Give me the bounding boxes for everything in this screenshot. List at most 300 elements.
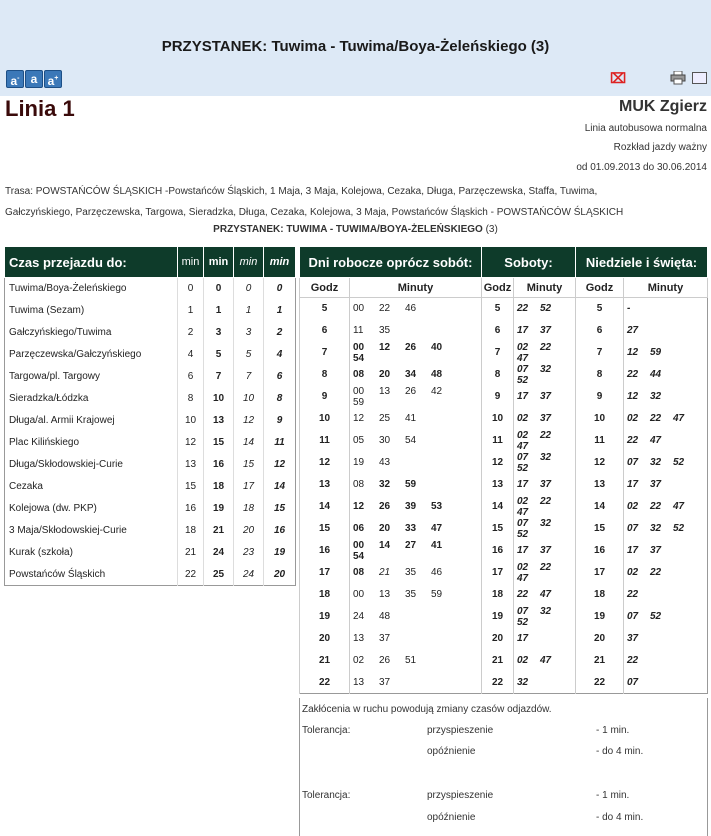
travel-time-cell: 7 [204, 366, 234, 388]
departure-minute: 47 [517, 440, 529, 452]
weekday-minutes [350, 320, 482, 342]
saturday-hour: 9 [482, 386, 514, 408]
weekday-minutes [350, 342, 482, 364]
sunday-minutes [624, 518, 708, 540]
print-icon[interactable] [670, 71, 686, 85]
sunday-hour: 7 [576, 342, 624, 364]
travel-time-cell: 2 [264, 322, 296, 344]
departure-minute: 44 [650, 369, 662, 380]
departure-minute: 12 [627, 347, 639, 358]
schedule-row [300, 452, 708, 474]
departure-minute: 00 [353, 303, 365, 315]
font-size-small-button[interactable]: a- [6, 70, 24, 88]
operator-name: MUK Zgierz [619, 98, 707, 115]
travel-stop-name: Kurak (szkoła) [9, 547, 73, 558]
departure-minute: 17 [517, 325, 529, 336]
saturday-hour: 12 [482, 452, 514, 474]
departure-minute: 59 [405, 479, 417, 490]
departure-minute: 22 [517, 589, 529, 600]
travel-stop-name: Długa/al. Armii Krajowej [9, 415, 115, 426]
departure-minute: 22 [540, 341, 552, 353]
departure-minute: 41 [405, 413, 417, 424]
weekday-minutes-header: Minuty [350, 278, 482, 298]
travel-time-cell: 13 [204, 410, 234, 432]
departure-minute: 22 [517, 303, 529, 315]
travel-time-cell: 5 [204, 344, 234, 366]
departure-minute: 17 [517, 545, 529, 556]
travel-time-cell: 3 [204, 322, 234, 344]
departure-minute: 13 [379, 589, 391, 600]
travel-time-cell: 10 [178, 410, 204, 432]
sunday-minutes-header: Minuty [624, 278, 708, 298]
disruption-note: Zakłócenia w ruchu powodują zmiany czasów odjazdów. [302, 704, 552, 715]
travel-header-col2: min [204, 247, 234, 278]
departure-minute: 35 [405, 567, 417, 578]
travel-time-cell: 1 [204, 300, 234, 322]
travel-stop-name: Targowa/pl. Targowy [9, 371, 100, 382]
weekday-hour: 19 [300, 606, 350, 628]
schedule-row [300, 518, 708, 540]
travel-time-cell: 12 [234, 410, 264, 432]
email-icon[interactable] [692, 72, 707, 84]
weekday-minutes [350, 474, 482, 496]
departure-minute: 07 [517, 605, 529, 617]
sunday-hour: 6 [576, 320, 624, 342]
travel-time-cell: 2 [178, 322, 204, 344]
departure-minute: 26 [379, 501, 391, 512]
font-size-small-label: a [10, 74, 18, 88]
departure-minute: 22 [540, 495, 552, 507]
line-title: Linia 1 [5, 96, 75, 121]
sunday-minutes [624, 320, 708, 342]
travel-row [5, 498, 296, 520]
departure-minute: 47 [650, 435, 662, 446]
departure-minute: 41 [431, 539, 443, 551]
travel-time-cell: 18 [204, 476, 234, 498]
departure-minute: 35 [379, 325, 391, 336]
departure-minute: 27 [405, 539, 417, 551]
departure-minute: 32 [540, 451, 552, 463]
saturday-minutes [514, 650, 576, 672]
font-size-normal-button[interactable] [25, 70, 43, 88]
departure-minute: 12 [379, 341, 391, 353]
travel-time-cell: 4 [178, 344, 204, 366]
departure-minute: 22 [540, 429, 552, 441]
weekday-hour: 12 [300, 452, 350, 474]
departure-minute: 00 [353, 589, 365, 600]
saturday-minutes [514, 540, 576, 562]
departure-minute: 07 [627, 611, 639, 622]
departure-minute: 47 [540, 655, 552, 666]
weekday-hour: 21 [300, 650, 350, 672]
sunday-hour: 18 [576, 584, 624, 606]
sunday-hour: 14 [576, 496, 624, 518]
sunday-minutes [624, 672, 708, 694]
stop-subtitle [0, 224, 711, 235]
saturday-minutes [514, 606, 576, 628]
departure-minute: 46 [431, 567, 443, 578]
weekday-minutes [350, 452, 482, 474]
travel-time-cell: 15 [178, 476, 204, 498]
departure-minute: 22 [650, 413, 662, 424]
valid-range: od 01.09.2013 do 30.06.2014 [576, 162, 707, 173]
travel-time-cell: 12 [178, 432, 204, 454]
weekday-minutes [350, 540, 482, 562]
schedule-row [300, 562, 708, 584]
departure-minute: 37 [540, 391, 552, 402]
departure-minute: 40 [431, 341, 443, 353]
departure-minute: 22 [627, 435, 639, 446]
tolerance-2-speedup-value: - 1 min. [596, 790, 630, 801]
stop-subtitle-label: PRZYSTANEK: TUWIMA - TUWIMA/BOYA-ŻELEŃSKIEGO [213, 224, 483, 235]
departure-minute: 07 [627, 457, 639, 468]
tolerance-2-delay-value: - do 4 min. [596, 812, 644, 823]
page-title: PRZYSTANEK: Tuwima - Tuwima/Boya-Żeleńskiego (3) [161, 38, 550, 55]
departure-minute: 25 [379, 413, 391, 424]
travel-row [5, 388, 296, 410]
travel-stop-name: Tuwima/Boya-Żeleńskiego [9, 283, 127, 295]
travel-row [5, 344, 296, 366]
departure-minute: 47 [517, 352, 529, 364]
sunday-hour: 12 [576, 452, 624, 474]
sunday-minutes [624, 606, 708, 628]
departure-minute: 20 [379, 369, 391, 380]
weekday-minutes [350, 518, 482, 540]
tolerance-1-label: Tolerancja: [302, 725, 351, 736]
departure-minute: 26 [405, 385, 417, 397]
schedule-row [300, 408, 708, 430]
departure-minute: 22 [379, 303, 391, 315]
travel-stop-name: Sieradzka/Łódzka [9, 393, 89, 404]
departure-minute: 12 [627, 391, 639, 402]
travel-time-cell: 14 [234, 432, 264, 454]
departure-minute: 27 [627, 325, 639, 336]
travel-row [5, 300, 296, 322]
departure-minute: - [627, 303, 631, 315]
tolerance-1-speedup-value: - 1 min. [596, 725, 630, 736]
stop-subtitle-number: (3) [485, 224, 498, 235]
saturday-header: Soboty: [482, 247, 576, 278]
weekday-hour: 9 [300, 386, 350, 408]
travel-time-cell: 9 [264, 410, 296, 432]
departure-minute: 20 [379, 523, 391, 534]
departure-minute: 08 [353, 567, 365, 578]
travel-time-cell: 17 [234, 476, 264, 498]
sunday-hour: 19 [576, 606, 624, 628]
travel-time-cell: 0 [204, 278, 234, 300]
weekday-minutes [350, 650, 482, 672]
sunday-hour: 10 [576, 408, 624, 430]
schedule-row [300, 298, 708, 320]
departure-minute: 08 [353, 479, 365, 490]
saturday-hour: 14 [482, 496, 514, 518]
sunday-minutes [624, 386, 708, 408]
sunday-minutes [624, 474, 708, 496]
sunday-hour: 17 [576, 562, 624, 584]
departure-minute: 17 [627, 479, 639, 490]
travel-time-cell: 10 [204, 388, 234, 410]
schedule-row [300, 650, 708, 672]
saturday-hour: 16 [482, 540, 514, 562]
departure-minute: 39 [405, 501, 417, 512]
departure-minute: 06 [353, 523, 365, 534]
travel-time-cell: 8 [264, 388, 296, 410]
departure-minute: 37 [650, 479, 662, 490]
saturday-hour: 20 [482, 628, 514, 650]
sunday-hour: 21 [576, 650, 624, 672]
travel-time-cell: 15 [204, 432, 234, 454]
travel-time-cell: 0 [234, 278, 264, 300]
travel-time-cell: 24 [234, 564, 264, 586]
departure-minute: 59 [353, 396, 365, 408]
sunday-hour: 16 [576, 540, 624, 562]
schedule-row [300, 584, 708, 606]
schedule-row [300, 320, 708, 342]
departure-minute: 08 [353, 369, 365, 380]
travel-time-cell: 20 [264, 564, 296, 586]
sunday-hour: 11 [576, 430, 624, 452]
departure-minute: 07 [517, 451, 529, 463]
departure-minute: 00 [353, 385, 365, 397]
departure-minute: 34 [405, 369, 417, 380]
saturday-hour-header: Godz [482, 278, 514, 298]
departure-minute: 47 [517, 572, 529, 584]
travel-time-cell: 0 [264, 278, 296, 300]
saturday-minutes [514, 298, 576, 320]
travel-row [5, 542, 296, 564]
departure-minute: 02 [627, 413, 639, 424]
departure-minute: 24 [353, 611, 365, 622]
departure-minute: 19 [353, 457, 365, 468]
saturday-hour: 19 [482, 606, 514, 628]
travel-time-cell: 16 [204, 454, 234, 476]
weekday-hour: 18 [300, 584, 350, 606]
saturday-minutes [514, 628, 576, 650]
departure-minute: 21 [379, 567, 391, 578]
travel-stop-name: Tuwima (Sezam) [9, 305, 85, 316]
departure-minute: 02 [517, 429, 529, 441]
departure-minute: 12 [353, 413, 365, 424]
departure-minute: 26 [379, 655, 391, 666]
schedule-table [299, 246, 708, 694]
departure-minute: 32 [379, 479, 391, 490]
departure-minute: 17 [517, 479, 529, 490]
departure-minute: 48 [379, 611, 391, 622]
departure-minute: 22 [627, 589, 639, 600]
sunday-hour: 9 [576, 386, 624, 408]
departure-minute: 37 [540, 479, 552, 490]
travel-time-cell: 6 [264, 366, 296, 388]
departure-minute: 32 [517, 676, 529, 688]
travel-stop-name: Długa/Skłodowskiej-Curie [9, 459, 123, 470]
travel-stop-name: Plac Kilińskiego [9, 437, 80, 448]
font-size-normal-label: a [30, 72, 38, 86]
tolerance-1-delay-value: - do 4 min. [596, 746, 644, 757]
departure-minute: 02 [627, 501, 639, 512]
departure-minute: 32 [650, 523, 662, 534]
travel-stop-name: 3 Maja/Skłodowskiej-Curie [9, 525, 127, 536]
font-size-large-label: a [47, 74, 55, 88]
sunday-hour-header: Godz [576, 278, 624, 298]
departure-minute: 07 [517, 517, 529, 529]
weekday-hour: 22 [300, 672, 350, 694]
saturday-minutes [514, 408, 576, 430]
weekday-hour-header: Godz [300, 278, 350, 298]
departure-minute: 26 [405, 341, 417, 353]
departure-minute: 54 [405, 435, 417, 446]
travel-header-label: Czas przejazdu do: [5, 247, 178, 278]
departure-minute: 37 [540, 545, 552, 556]
travel-time-cell: 1 [264, 300, 296, 322]
travel-time-cell: 19 [264, 542, 296, 564]
travel-time-cell: 15 [234, 454, 264, 476]
travel-stop-name: Cezaka [9, 481, 43, 492]
travel-header-col4: min [264, 247, 296, 278]
departure-minute: 05 [353, 435, 365, 446]
saturday-hour: 18 [482, 584, 514, 606]
departure-minute: 02 [517, 495, 529, 507]
saturday-hour: 5 [482, 298, 514, 320]
weekday-hour: 13 [300, 474, 350, 496]
sunday-minutes [624, 584, 708, 606]
departure-minute: 12 [353, 501, 365, 512]
departure-minute: 13 [353, 633, 365, 644]
travel-time-cell: 4 [264, 344, 296, 366]
departure-minute: 07 [627, 676, 639, 688]
schedule-row [300, 474, 708, 496]
departure-minute: 22 [540, 561, 552, 573]
departure-minute: 37 [379, 676, 391, 688]
travel-time-cell: 1 [234, 300, 264, 322]
weekday-minutes [350, 628, 482, 650]
weekday-hour: 11 [300, 430, 350, 452]
saturday-hour: 17 [482, 562, 514, 584]
departure-minute: 13 [353, 676, 365, 688]
departure-minute: 47 [540, 589, 552, 600]
font-size-large-button[interactable]: a+ [44, 70, 62, 88]
travel-time-cell: 7 [234, 366, 264, 388]
travel-row [5, 454, 296, 476]
travel-row [5, 564, 296, 586]
departure-minute: 22 [627, 369, 639, 380]
departure-minute: 59 [431, 589, 443, 600]
travel-row [5, 322, 296, 344]
departure-minute: 02 [353, 655, 365, 666]
weekday-minutes [350, 672, 482, 694]
departure-minute: 17 [627, 545, 639, 556]
departure-minute: 02 [517, 413, 529, 424]
travel-time-cell: 20 [234, 520, 264, 542]
sunday-hour: 8 [576, 364, 624, 386]
departure-minute: 48 [431, 369, 443, 380]
travel-row [5, 410, 296, 432]
departure-minute: 47 [431, 523, 443, 534]
saturday-hour: 11 [482, 430, 514, 452]
weekday-minutes [350, 496, 482, 518]
weekday-hour: 15 [300, 518, 350, 540]
travel-row [5, 520, 296, 542]
travel-time-cell: 19 [204, 498, 234, 520]
valid-label: Rozkład jazdy ważny [613, 142, 707, 153]
departure-minute: 00 [353, 539, 365, 551]
schedule-row [300, 672, 708, 694]
departure-minute: 52 [517, 462, 529, 474]
travel-time-table [4, 246, 296, 586]
schedule-row [300, 430, 708, 452]
departure-minute: 37 [627, 633, 639, 644]
departure-minute: 53 [431, 501, 443, 512]
travel-row [5, 366, 296, 388]
sunday-minutes [624, 452, 708, 474]
travel-time-cell: 12 [264, 454, 296, 476]
pdf-icon[interactable]: ⌧ [610, 70, 627, 86]
schedule-row [300, 364, 708, 386]
departure-minute: 17 [517, 391, 529, 402]
saturday-minutes [514, 584, 576, 606]
saturday-hour: 10 [482, 408, 514, 430]
saturday-hour: 21 [482, 650, 514, 672]
travel-stop-name: Parzęczewska/Gałczyńskiego [9, 349, 142, 360]
saturday-hour: 8 [482, 364, 514, 386]
travel-time-cell: 13 [178, 454, 204, 476]
travel-time-cell: 6 [178, 366, 204, 388]
travel-time-cell: 8 [178, 388, 204, 410]
weekday-hour: 10 [300, 408, 350, 430]
route-line-2: Gałczyńskiego, Parzęczewska, Targowa, Sieradzka, Długa, Cezaka, Kolejowa, 3 Maja, Powstańców Śląskich - POWSTAŃCÓW ŚLĄSKICH [5, 207, 624, 218]
travel-stop-name: Kolejowa (dw. PKP) [9, 503, 97, 514]
travel-time-cell: 18 [178, 520, 204, 542]
tolerance-1-speedup: przyspieszenie [427, 725, 494, 736]
notes-panel [299, 698, 708, 836]
schedule-row [300, 496, 708, 518]
travel-time-cell: 11 [264, 432, 296, 454]
weekday-minutes [350, 430, 482, 452]
departure-minute: 35 [405, 589, 417, 600]
departure-minute: 02 [517, 561, 529, 573]
travel-time-cell: 10 [234, 388, 264, 410]
travel-time-cell: 15 [264, 498, 296, 520]
departure-minute: 32 [650, 457, 662, 468]
departure-minute: 52 [673, 457, 685, 468]
departure-minute: 32 [650, 391, 662, 402]
saturday-minutes [514, 364, 576, 386]
tolerance-2-speedup: przyspieszenie [427, 790, 494, 801]
travel-time-cell: 18 [234, 498, 264, 520]
sunday-hour: 22 [576, 672, 624, 694]
weekday-minutes [350, 364, 482, 386]
departure-minute: 37 [379, 633, 391, 644]
weekday-minutes [350, 584, 482, 606]
sunday-header: Niedziele i święta: [576, 247, 708, 278]
saturday-hour: 6 [482, 320, 514, 342]
saturday-hour: 7 [482, 342, 514, 364]
route-description [5, 181, 705, 223]
travel-row [5, 278, 296, 300]
saturday-minutes [514, 430, 576, 452]
travel-row [5, 432, 296, 454]
travel-time-cell: 21 [204, 520, 234, 542]
sunday-minutes [624, 408, 708, 430]
departure-minute: 37 [540, 413, 552, 424]
sunday-minutes [624, 540, 708, 562]
weekday-hour: 5 [300, 298, 350, 320]
sunday-minutes [624, 650, 708, 672]
saturday-minutes [514, 342, 576, 364]
sunday-minutes [624, 496, 708, 518]
departure-minute: 37 [650, 545, 662, 556]
sunday-hour: 5 [576, 298, 624, 320]
departure-minute: 13 [379, 385, 391, 397]
